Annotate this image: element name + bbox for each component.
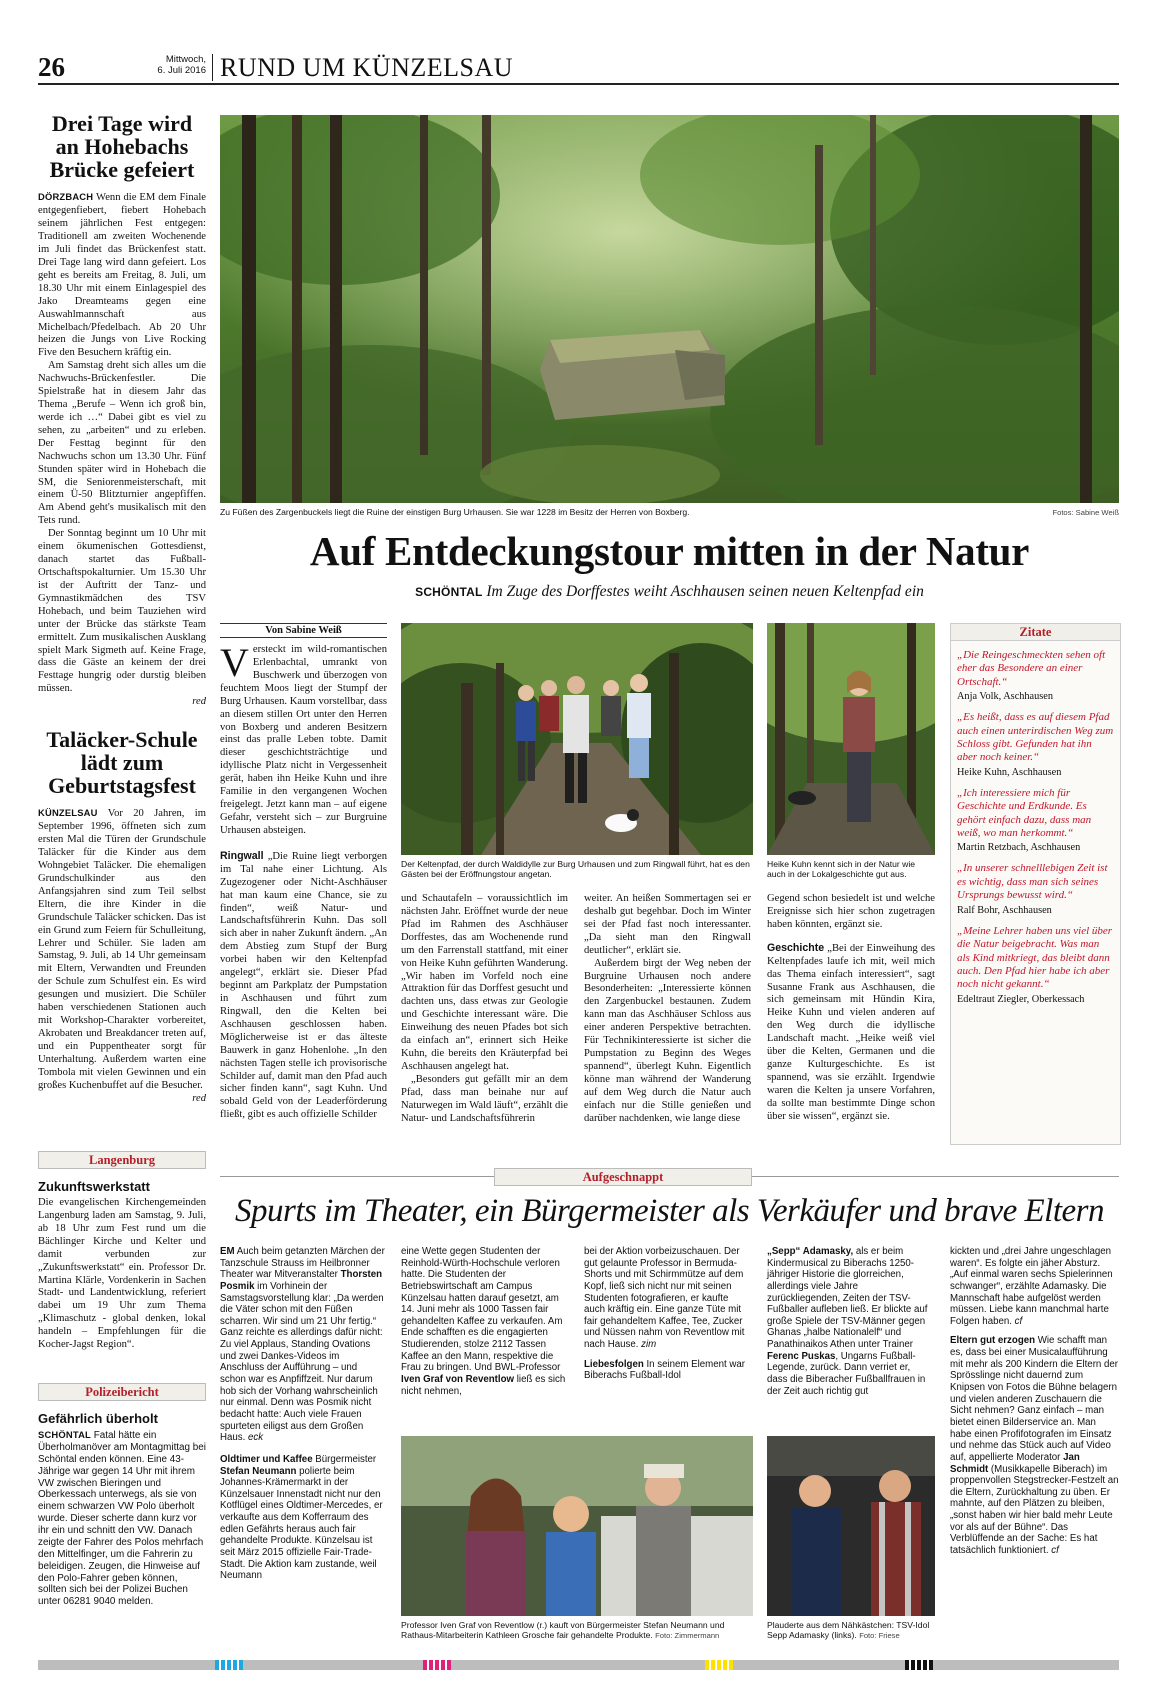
subhead: Geschichte	[767, 941, 825, 954]
text: kickten und „drei Jahre ungeschlagen waren“. Es folgte ein jäher Absturz. „Auf einmal waren sechs Spielerinnen schwanger“, erzählte Adamasky. Die Mannschaft habe aufgelöst werden müssen. Liebe kann manchmal harte Folgen haben.	[950, 1246, 1113, 1327]
hiking-group-image	[401, 623, 753, 855]
quote-author: Anja Volk, Aschhausen	[957, 691, 1054, 703]
paragraph: „Bei der Einweihung des Keltenpfades laufe ich mit, weil mich das Thema einfach interessiert“, sagt Susanne Frank aus Aschhausen, die sich gemeinsam mit Hündin Kira, Heike Kuhn und vielen anderen auf den Weg durch die idyllische Landschaft macht. „Heike weiß viel über die Kelten, Germanen und die ganze Kulturgeschichte. Es ist spannend, was sie erzählt. Irgendwie waren die Kelten ja unsere Vorfahren, da sollte man bestimmte Dinge schon über sie wissen“, ergänzt sie.	[767, 942, 935, 1122]
text: (Musikkapelle Biberach) im proppenvollen Stegstrecker-Festzelt an die Eltern, Zurückhaltung zu üben. Er mahnte, auf den Plätzen zu bleiben, „sonst haben wir hier bald mehr Leute vor als auf der Bühne“. Das Verblüffende an der Sache: Es hat tatsächlich funktioniert.	[950, 1463, 1119, 1557]
article-gefaehrlich	[38, 1411, 206, 1608]
photo-credit: Fotos: Sabine Weiß	[1052, 508, 1119, 517]
paragraph	[767, 1246, 933, 1397]
box-aufgeschnappt: Aufgeschnappt	[494, 1168, 752, 1186]
print-color-bar	[38, 1660, 1119, 1670]
photo-heike-kuhn	[767, 623, 935, 855]
quote-item	[957, 787, 1114, 854]
paragraph	[220, 1246, 385, 1444]
article-hohebach	[38, 112, 206, 709]
story-column-1	[220, 623, 387, 1122]
body-col3	[584, 893, 751, 1126]
drop-cap: V	[220, 640, 249, 685]
dateline: KÜNZELSAU	[38, 807, 98, 819]
text: polierte beim Johannes-Krämermarkt in der Künzelsauer Innenstadt nicht nur den Kotflügel eines Oldtimer-Mercedes, er verkaufte aus dem Kofferraum des edlen Gefährts heraus auch fair gehandelte Produkte. Künzelsau ist seit März 2015 offizielle Fair-Trade-Stadt. Die Aktion kam zustande, weil Neumann	[220, 1465, 383, 1582]
body-zukunftswerkstatt	[38, 1197, 206, 1352]
paragraph: weiter. An heißen Sommertagen sei er deshalb gut begehbar. Doch im Winter sei der Pfad fast noch interessanter. „Da sieht man den Ringwall deutlicher“, erklärt sie.	[584, 893, 751, 956]
author-sign: red	[192, 696, 206, 708]
caption-heike-kuhn: Heike Kuhn kennt sich in der Natur wie auch in der Lokalgeschichte gut aus.	[767, 859, 916, 880]
headline-zukunftswerkstatt: Zukunftswerkstatt	[38, 1179, 150, 1194]
headline-line: lädt zum	[80, 750, 164, 776]
body-col2	[401, 893, 568, 1126]
photo-professor-reventlow	[401, 1436, 753, 1616]
name: „Sepp“ Adamasky,	[767, 1246, 854, 1257]
paragraph: Am Samstag dreht sich alles um die Nachwuchs-Brückenfestler. Die Spielstraße hat in diesem Jahr das Thema „Berufe – Wenn ich groß bin, werde ich …“ Dabei gibt es viel zu sehen, zu „arbeiten“ und zu erleben. Der Festtag beginnt für den Nachwuchs schon um 13.30 Uhr. Fünf Stunden später wird in Hohebach die SM, die Seniorenmeisterschaft, mit einem Ü-50 Blitzturnier angepfiffen. Am Abend geht's musikalisch mit den Tets rund.	[38, 360, 206, 527]
text: als er beim Kindermusical zu Biberachs 1250-jähriger Historie die glorreichen, allerdings viele Jahre zurückliegenden, Zeiten der TSV-Fußballer aufleben ließ. Er blickte auf große Spiele der TSV-Männer gegen Ghanas „halbe Nationalelf“ und Panathinaikos Athen unter Trainer	[767, 1246, 928, 1351]
main-headline: Auf Entdeckungstour mitten in der Natur	[309, 528, 1030, 574]
paragraph	[584, 1359, 749, 1382]
subhead: Eltern gut erzogen	[950, 1335, 1036, 1347]
quote-text: „Ich interessiere mich für Geschichte und Erdkunde. Es gehört einfach dazu, dass man weiß, wo man herkommt.“	[957, 786, 1092, 840]
headline-talaecker	[38, 728, 206, 797]
headline-line: Brücke gefeiert	[49, 157, 195, 183]
main-subheadline	[220, 583, 1119, 601]
paragraph: Gegend schon besiedelt ist und welche Ereignisse sich hier schon zugetragen haben könnten, ergänzt sie.	[767, 893, 935, 930]
zitate-box	[950, 623, 1121, 1145]
name: Thorsten Posmik	[220, 1269, 383, 1292]
quote-item	[957, 649, 1114, 702]
aufgeschnappt-col-5	[950, 1246, 1119, 1557]
sepp-adamasky-image	[767, 1436, 935, 1616]
author-sign: zim	[641, 1339, 657, 1351]
color-mark-cyan	[215, 1660, 243, 1670]
box-polizeibericht: Polizeibericht	[38, 1383, 206, 1401]
text: ließ es sich nicht nehmen,	[401, 1374, 566, 1397]
color-mark-black	[905, 1660, 933, 1670]
weekday: Mittwoch,	[165, 54, 206, 65]
author-sign: red	[192, 1092, 206, 1104]
quote-item	[957, 925, 1114, 1005]
body-talaecker	[38, 807, 206, 1105]
dateline: DÖRZBACH	[38, 191, 94, 203]
author-sign: cf	[1051, 1545, 1059, 1557]
headline-line: an Hohebachs	[55, 134, 189, 160]
color-mark-magenta	[423, 1660, 451, 1670]
paragraph	[950, 1335, 1119, 1556]
photo-credit: Foto: Zimmermann	[655, 1631, 720, 1641]
quote-item	[957, 862, 1114, 915]
photo-wandergruppe	[401, 623, 753, 855]
caption-professor-reventlow	[401, 1620, 753, 1641]
byline-text: Von Sabine Weiß	[265, 625, 342, 636]
caption-burg-ruine	[220, 507, 980, 517]
section-title: RUND UM KÜNZELSAU	[220, 53, 514, 82]
paragraph: Fatal hätte ein Überholmanöver am Montagmittag bei Schöntal enden können. Eine 43-Jährige war gegen 14 Uhr mit ihrem VW zwischen Bieringen und Oberkessach unterwegs, als sie von einem schwarzen VW Polo überholt wurde. Dieser scherte dann kurz vor ihr ein und schnitt den VW. Danach zeigte der Fahrer des Polos mehrfach den Mittelfinger, um die Fahrerin zu beleidigen. Zeugen, die Hinweise auf den Polo-Fahrer geben können, sollten sich bei der Polizei Buchen unter 06281 9040 melden.	[38, 1430, 206, 1608]
aufgeschnappt-col-1	[220, 1246, 385, 1582]
caption-text: Plauderte aus dem Nähkästchen: TSV-Idol Sepp Adamasky (links).	[767, 1620, 930, 1641]
paragraph: und Schautafeln – voraussichtlich im nächsten Jahr. Eröffnet wurde der neue Pfad im Rahmen des Aschhäuser Dorffestes, das am Wochenende rund um den Farrenstall stattfand, mit einer von Heike Kuhn geführten Wanderung. „Wir haben im Vorfeld noch eine Attraktion für das Dorffest gesucht und dachten uns, dass etwas zur Geologie und Geschichte interessant wäre. Die Einweihung des neuen Pfades bot sich da einfach an“, erinnert sich Heike Kuhn, die bereits den Kräuterpfad bei Aschhausen angelegt hat.	[401, 893, 568, 1072]
headline-line: Drei Tage wird	[51, 111, 193, 136]
paragraph: Die evangelischen Kirchengemeinden Langenburg laden am Samstag, 9. Juli, ab 18 Uhr zum Fest rund um die Bächlinger Kirche und Kelter und damit verbunden zur „Zukunftswerkstatt“ ein. Professor Dr. Martina Klärle, Vordenkerin in Sachen Stadt- und Landentwicklung, referiert dabei um 19 Uhr zum Thema „Klimaschutz - global denken, lokal handeln – Empfehlungen für die Kocher-Jagst Region“.	[38, 1197, 206, 1351]
name: Stefan Neumann	[220, 1465, 297, 1477]
quote-item	[957, 711, 1114, 778]
dateline: SCHÖNTAL	[38, 1429, 91, 1440]
text: Auch beim getanzten Märchen der Tanzschule Strauss im Heilbronner Theater war Mitveranstalter	[220, 1246, 385, 1281]
headline-hohebach	[38, 112, 206, 181]
page-number: 26	[38, 52, 65, 82]
caption-wandergruppe: Der Keltenpfad, der durch Waldidylle zur Burg Urhausen und zum Ringwall führt, hat es den Gästen bei der Eröffnungstour angetan.	[401, 859, 750, 880]
story-column-4	[767, 893, 935, 1124]
quote-text: „Es heißt, dass es auf diesem Pfad auch einen unterirdischen Weg zum Schloss gibt. Gefunden hat ihn aber noch keiner.“	[957, 711, 1114, 764]
zitate-list	[951, 641, 1120, 1005]
paragraph	[220, 1454, 385, 1582]
text: In seinem Element war Biberachs Fußball-Idol	[584, 1358, 745, 1382]
forest-ruin-image	[220, 115, 1119, 503]
quote-text: „In unserer schnelllebigen Zeit ist es wichtig, dass man sich seines Ursprungs bewusst wird.“	[957, 862, 1108, 902]
subhead: Liebesfolgen	[584, 1358, 644, 1370]
box-langenburg: Langenburg	[38, 1151, 206, 1169]
author-sign: cf	[1014, 1315, 1023, 1327]
aufgeschnappt-headline: Spurts im Theater, ein Bürgermeister als Verkäufer und brave Eltern	[234, 1193, 1104, 1229]
paragraph: ersteckt im wild-romantischen Erlenbachtal, umrankt von Buschwerk und überzogen von feuchtem Moos liegt der Stumpf der Burg Urhausen. Kaum vorstellbar, dass an diesem stillen Ort unter den Herren von Boxberg und anderen Besitzern einst das pralle Leben tobte. Damit dieser geschichtsträchtige und idyllische Platz nicht in Vergessenheit gerät, haben ihn Heike Kuhn und ihre Familie in den vergangenen Wochen freigelegt. Jetzt kann man – auf eigene Gefahr, versteht sich – zur Burgruine Urhausen absteigen.	[220, 644, 387, 836]
paragraph: Der Sonntag beginnt um 10 Uhr mit einem ökumenischen Gottesdienst, danach startet das Fußball-Ortschaftspokalturnier. Um 15.30 Uhr ist der Auftritt der Tanz- und Gymnastikmädchen des TSV Hohebach, und beim Tauziehen wird unter der Brücke das stärkste Team ermittelt. Zum musikalischen Ausklang spielt Mark Sigmeth auf. Keine Frage, dass die Gäste an keinem der drei Festtage hungrig oder durstig bleiben müssen.	[38, 528, 206, 695]
caption-sepp-adamasky	[767, 1620, 935, 1641]
paragraph: Außerdem birgt der Weg neben der Burgruine Urhausen noch andere Besonderheiten: „Interessierte können den Zargenbuckel bestaunen. Zudem kann man das Aschhäuser Schloss aus einer anderen Perspektive betrachten. Für Technikinteressierte ist sicher die Pumpstation zu Beginn des Weges spannend“, überlegt Kuhn. Eigentlich könne man während der Wanderung auf dem Weg durch die Natur auch einfach nur die Stille genießen und darüber nachdenken, wie lange diese	[584, 957, 751, 1124]
zitate-label: Zitate	[951, 624, 1120, 641]
caption-text: Professor Iven Graf von Reventlow (r.) kauft von Bürgermeister Stefan Neumann und Rathaus-Mitarbeiterin Kathleen Grosche fair gehandelte Produkte.	[401, 1620, 725, 1641]
photo-sepp-adamasky	[767, 1436, 935, 1616]
body-hohebach	[38, 191, 206, 709]
header-rule	[38, 83, 1119, 85]
byline	[220, 623, 387, 638]
name: Ferenc Puskas	[767, 1350, 836, 1362]
photo-burg-ruine	[220, 115, 1119, 503]
paragraph	[584, 1246, 749, 1351]
author-sign: eck	[248, 1432, 264, 1444]
header-divider	[212, 54, 213, 81]
story-column-2	[401, 893, 568, 1126]
subhead: Ringwall	[220, 849, 264, 862]
quote-author: Edeltraut Ziegler, Oberkessach	[957, 993, 1085, 1005]
text: eine Wette gegen Studenten der Reinhold-Würth-Hochschule verloren hatte. Die Studenten der Betriebswirtschaft am Campus Künzelsau hatten darauf gesetzt, am 14. Juni mehr als 1000 Tassen fair gehandelten Kaffee zu verkaufen. Am Ende schafften es die engagierten Studierenden, stolze 2112 Tassen Kaffee an den Mann, respektive die Frau zu bringen. Und BWL-Professor	[401, 1246, 563, 1374]
name: Iven Graf von Reventlow	[401, 1374, 515, 1386]
headline-line: Geburtstagsfest	[48, 773, 196, 799]
paragraph	[401, 1246, 566, 1397]
story-column-3	[584, 893, 751, 1126]
name: Jan Schmidt	[950, 1451, 1080, 1475]
quote-text: „Die Reingeschmeckten sehen oft eher das Besondere an einer Ortschaft.“	[957, 649, 1106, 688]
quote-author: Martin Retzbach, Aschhausen	[957, 842, 1081, 854]
dateline: SCHÖNTAL	[415, 585, 483, 599]
dateline: EM	[220, 1246, 235, 1257]
aufgeschnappt-col-3	[584, 1246, 749, 1382]
subhead: Oldtimer und Kaffee	[220, 1453, 313, 1465]
aufgeschnappt-col-2	[401, 1246, 566, 1397]
color-mark-yellow	[705, 1660, 733, 1670]
article-zukunftswerkstatt	[38, 1179, 206, 1352]
subheadline-text: Im Zuge des Dorffestes weiht Aschhausen seinen neuen Keltenpfad ein	[486, 583, 924, 600]
text: bei der Aktion vorbeizuschauen. Der gut gelaunte Professor in Bermuda-Shorts und mit Schirmmütze auf dem Kopf, ließ sich nicht nur mit seinen Studenten fotografieren, er kaufte auch kräftig ein. Eine ganze Tüte mit fair gehandeltem Kaffee, Tee, Zucker und Nüssen nahm von Reventlow mit nach Hause.	[584, 1246, 745, 1351]
photo-credit: Foto: Friese	[859, 1631, 900, 1641]
paragraph: „Die Ruine liegt verborgen im Tal nahe einer Lichtung. Als Zugezogener oder Nicht-Aschhäuser hat man kaum eine Chance, sie zu finden“, weiß Natur- und Landschaftsführerin Kuhn. Das soll sich aber in naher Zukunft ändern. „An dem Abstieg zum Stupf der Burg vorbei haben wir den Keltenpfad angelegt“, erklärt sie. Dieser Pfad beginnt am Parkplatz der Pumpstation in Aschhausen und führt zum Ringwall, den die Kelten bei Aschhausen geschlossen haben. Möglicherweise ist er das älteste Bauwerk in ganz Hohenlohe. „In den nächsten Tagen stelle ich provisorische Schilder auf, damit man den Pfad auch sicher finden kann“, sagt Kuhn. Und sobald Geld von der Leaderförderung fließt, gibt es auch offizielle Schilder	[220, 850, 387, 1121]
headline-line: Taläcker-Schule	[46, 727, 198, 752]
paragraph: Vor 20 Jahren, im September 1996, öffneten sich zum ersten Mal die Türen der Grundschule Taläcker für die Kinder aus dem Wohngebiet Taläcker. Die ehemaligen Grundschulkinder aus den Anfangsjahren sind zum Teil selbst Eltern, die ihre Kinder in die Grundschule Taläcker schicken. Das ist ein Grund zum Feiern für Schulleitung, Lehrer und Schüler. Sie laden am Samstag, 9. Juli, ab 14 Uhr gemeinsam mit Eltern, Verwandten und Freunden der Schule zum Schulfest ein. Es wird gesungen und musiziert. Die Schüler haben verschiedenen Stationen auch mit Workshop-Charakter vorbereitet, Akrobaten und Breakdancer treten auf, und ein Puppentheater sorgt für Unterhaltung. Außerdem warten eine Tombola mit vielen Gewinnen und ein großes Kuchenbuffet auf die Besucher.	[38, 808, 206, 1091]
aufgeschnappt-col-4	[767, 1246, 933, 1397]
quote-text: „Meine Lehrer haben uns viel über die Natur beigebracht. Was man als Kind mitkriegt, das bleibt dann auch. Den Pfad hier habe ich aber noch nicht gekannt.“	[957, 924, 1113, 991]
body-col4	[767, 893, 935, 1124]
text: Wie schafft man es, dass bei einer Musicalaufführung mit mehr als 200 Kindern die Eltern der Sprösslinge nicht dauernd zum Knipsen von Fotos die Bühne belagern und vielen anderen Zuschauern die Sicht nehmen? Ganz einfach – man bietet einen Bilderservice an. Man habe einen Profifotografen im Einsatz und nehme das Stück auch auf Video auf, appellierte Moderator	[950, 1335, 1118, 1463]
caption-text: Zu Füßen des Zargenbuckels liegt die Ruine der einstigen Burg Urhausen. Sie war 1228 im Besitz der Herren von Boxberg.	[220, 507, 690, 517]
issue-date	[150, 55, 206, 77]
text: Bürgermeister	[315, 1453, 377, 1465]
article-talaecker	[38, 728, 206, 1105]
paragraph	[950, 1246, 1119, 1327]
paragraph: Wenn die EM dem Finale entgegenfiebert, fiebert Hohebach seinem jährlichen Fest entgegen: Traditionell am zweiten Wochenende im Juli findet das Brückenfest statt. Drei Tage lang wird dann gefeiert. Los geht es bereits am Freitag, 8. Juli, um 18.30 Uhr mit einem Einlagespiel des Jako Dreamteams gegen eine Auswahlmannschaft aus Michelbach/Pfedelbach. Ab 20 Uhr heizen die Jungs von Live Rocking Five den Besuchern kräftig ein.	[38, 192, 206, 359]
headline-gefaehrlich: Gefährlich überholt	[38, 1411, 158, 1426]
professor-reventlow-image	[401, 1436, 753, 1616]
quote-author: Heike Kuhn, Aschhausen	[957, 766, 1062, 778]
paragraph: „Besonders gut gefällt mir an dem Pfad, dass man beinahe nur auf Naturwegen im Wald läuft“, erzählt die Natur- und Landschaftsführerin	[401, 1073, 568, 1124]
body-col1	[220, 640, 387, 1122]
text: im Vorhinein der Samstagsvorstellung klar: „Da werden die Väter schon mit den Füßen scharren. Wir sind um 21 Uhr fertig.“ Ganz reichte es allerdings dafür nicht: Zu viel Applaus, Standing Ovations und zwei Dankes-Videos im Anschluss der Aufführung – und schon war es Anpfiffzeit. Nur darum hob sich der Vorhang wahrscheinlich nur einmal. Denn was Posmik nicht bedacht hatte: Auch viele Frauen spurteten eiligst aus dem Großen Haus.	[220, 1280, 384, 1444]
date: 6. Juli 2016	[157, 64, 206, 76]
quote-author: Ralf Bohr, Aschhausen	[957, 904, 1052, 916]
heike-kuhn-image	[767, 623, 935, 855]
text: , Ungarns Fußball-Legende, zurück. Dann verriet er, dass die Biberacher Fußballfrauen in der Zeit auch richtig gut	[767, 1350, 926, 1397]
body-gefaehrlich	[38, 1429, 206, 1608]
